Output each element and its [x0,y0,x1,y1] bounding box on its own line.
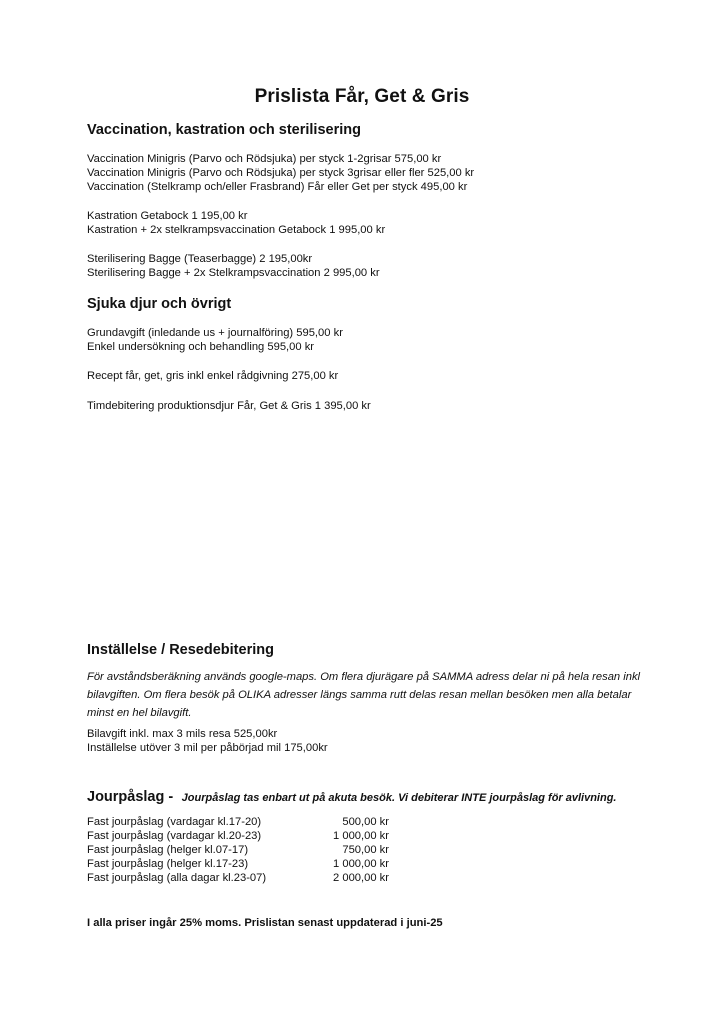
jour-row-amount: 750,00 kr [342,844,389,856]
section-heading-jour: Jourpåslag - [87,789,174,805]
price-line: Vaccination (Stelkramp och/eller Frasbrand) Får eller Get per styck 495,00 kr [87,181,468,193]
price-line: Recept får, get, gris inkl enkel rådgivning 275,00 kr [87,370,339,382]
price-line: Kastration + 2x stelkrampsvaccination Getabock 1 995,00 kr [87,224,386,236]
section-heading-vaccination: Vaccination, kastration och sterilisering [87,122,361,138]
section-heading-installelse: Inställelse / Resedebitering [87,642,274,658]
jour-row-amount: 1 000,00 kr [333,858,389,870]
jour-row-amount: 500,00 kr [342,816,389,828]
price-line: Bilavgift inkl. max 3 mils resa 525,00kr [87,728,278,740]
jour-row-label: Fast jourpåslag (vardagar kl.20-23) [87,830,262,842]
price-line: Vaccination Minigris (Parvo och Rödsjuka) per styck 3grisar eller fler 525,00 kr [87,167,475,179]
jour-row-amount: 2 000,00 kr [333,872,389,884]
jour-header [87,788,616,806]
price-line: Enkel undersökning och behandling 595,00 kr [87,341,315,353]
page-title: Prislista Får, Get & Gris [254,86,470,107]
price-line: Timdebitering produktionsdjur Får, Get & Gris 1 395,00 kr [87,400,371,412]
price-line: Inställelse utöver 3 mil per påbörjad mil 175,00kr [87,742,328,754]
price-line: Grundavgift (inledande us + journalföring) 595,00 kr [87,327,343,339]
jour-note: Jourpåslag tas enbart ut på akuta besök. Vi debiterar INTE jourpåslag för avlivning. [181,792,617,804]
price-line: Vaccination Minigris (Parvo och Rödsjuka) per styck 1-2grisar 575,00 kr [87,153,442,165]
section-heading-sjuka: Sjuka djur och övrigt [87,296,232,312]
footer-note: I alla priser ingår 25% moms. Prislistan senast uppdaterad i juni-25 [87,917,443,929]
jour-row-label: Fast jourpåslag (helger kl.17-23) [87,858,249,870]
travel-note: För avståndsberäkning används google-maps. Om flera djurägare på SAMMA adress delar ni på hela resan inkl bilavgiften. Om flera besök på OLIKA adresser längs samma rutt delas resan mellan besöken men alla betalar minst en hel bilavgift. [87,671,641,719]
jour-row-label: Fast jourpåslag (vardagar kl.17-20) [87,816,262,828]
price-line: Sterilisering Bagge + 2x Stelkrampsvaccination 2 995,00 kr [87,267,380,279]
jour-row-label: Fast jourpåslag (alla dagar kl.23-07) [87,872,267,884]
jour-row-label: Fast jourpåslag (helger kl.07-17) [87,844,249,856]
price-line: Sterilisering Bagge (Teaserbagge) 2 195,00kr [87,253,313,265]
jour-row-amount: 1 000,00 kr [333,830,389,842]
price-line: Kastration Getabock 1 195,00 kr [87,210,248,222]
